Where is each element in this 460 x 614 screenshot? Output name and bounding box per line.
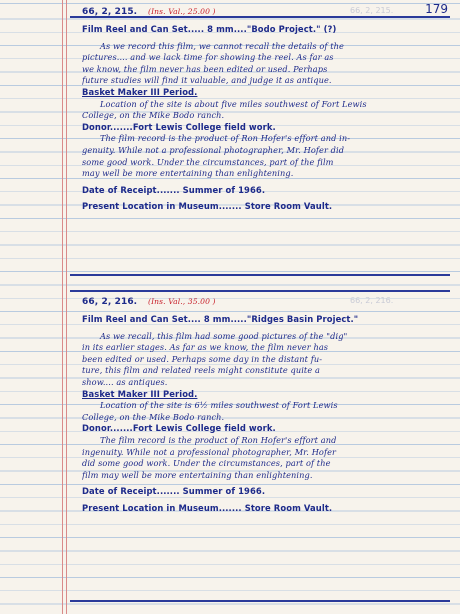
description-line: As we recall, this film had some good pictures of the "dig": [100, 330, 348, 341]
entry-rule: [70, 290, 450, 292]
entry-header: [82, 294, 452, 309]
description-line: pictures.... and we lack time for showing the reel. As far as: [82, 52, 334, 63]
donor-note-line: The film record is the product of Ron Hofer's effort and: [100, 434, 337, 445]
item-title: Film Reel and Can Set.... 8 mm....."Ridges Basin Project.": [82, 314, 359, 324]
donor-note-line: may well be more entertaining than enlightening.: [82, 168, 294, 179]
description-line: As we record this film, we cannot recall the details of the: [100, 40, 344, 51]
margin-line: [62, 0, 63, 614]
description-line: future studies will find it valuable, and judge it as antique.: [82, 75, 332, 86]
donor-note-line: The film record is the product of Ron Hofer's effort and in-: [100, 133, 351, 144]
description-line: ture, this film and related reels might constitute quite a: [82, 365, 320, 376]
margin-line: [66, 0, 67, 614]
donor-note-line: did some good work. Under the circumstances, part of the: [82, 458, 331, 469]
item-title: Film Reel and Can Set..... 8 mm...."Bodo Project." (?): [82, 24, 337, 34]
catalog-number: 66, 2, 215.: [82, 7, 138, 17]
entry-rule: [70, 600, 450, 602]
entry-header: [82, 4, 452, 19]
donor-line: Donor.......Fort Lewis College field work.: [82, 423, 276, 434]
catalog-number: 66, 2, 216.: [82, 297, 138, 307]
insurance-value: (Ins. Val., 35.00 ): [148, 297, 216, 306]
location-line: Location of the site is 6½ miles southwest of Fort Lewis: [100, 400, 338, 411]
ghost-catalog-number: 66, 2, 215.: [350, 6, 394, 15]
page-number: 179: [425, 2, 448, 16]
description-line: show.... as antiques.: [82, 376, 168, 387]
donor-note-line: film may well be more entertaining than enlightening.: [82, 469, 313, 480]
entry-rule: [70, 274, 450, 276]
museum-location: Present Location in Museum....... Store Room Vault.: [82, 201, 333, 212]
insurance-value: (Ins. Val., 25.00 ): [148, 7, 216, 16]
date-of-receipt: Date of Receipt....... Summer of 1966.: [82, 486, 266, 497]
ghost-catalog-number: 66, 2, 216.: [350, 296, 394, 305]
donor-note-line: some good work. Under the circumstances, part of the film: [82, 156, 334, 167]
location-line: College, on the Mike Bodo ranch.: [82, 110, 225, 121]
museum-location: Present Location in Museum....... Store Room Vault.: [82, 502, 333, 513]
description-line: we know, the film never has been edited or used. Perhaps: [82, 63, 328, 74]
catalog-entry: [82, 4, 452, 213]
location-line: Location of the site is about five miles southwest of Fort Lewis: [100, 98, 367, 109]
donor-line: Donor.......Fort Lewis College field work.: [82, 121, 276, 132]
donor-note-line: ingenuity. While not a professional photographer, Mr. Hofer: [82, 446, 337, 457]
donor-note-line: genuity. While not a professional photographer, Mr. Hofer did: [82, 144, 345, 155]
period-label: Basket Maker III Period.: [82, 86, 198, 97]
catalog-entry: [82, 294, 452, 515]
date-of-receipt: Date of Receipt....... Summer of 1966.: [82, 184, 266, 195]
description-line: been edited or used. Perhaps some day in the distant fu-: [82, 353, 323, 364]
period-label: Basket Maker III Period.: [82, 388, 198, 399]
description-line: in its earlier stages. As far as we know, the film never has: [82, 342, 329, 353]
location-line: College, on the Mike Bodo ranch.: [82, 411, 225, 422]
